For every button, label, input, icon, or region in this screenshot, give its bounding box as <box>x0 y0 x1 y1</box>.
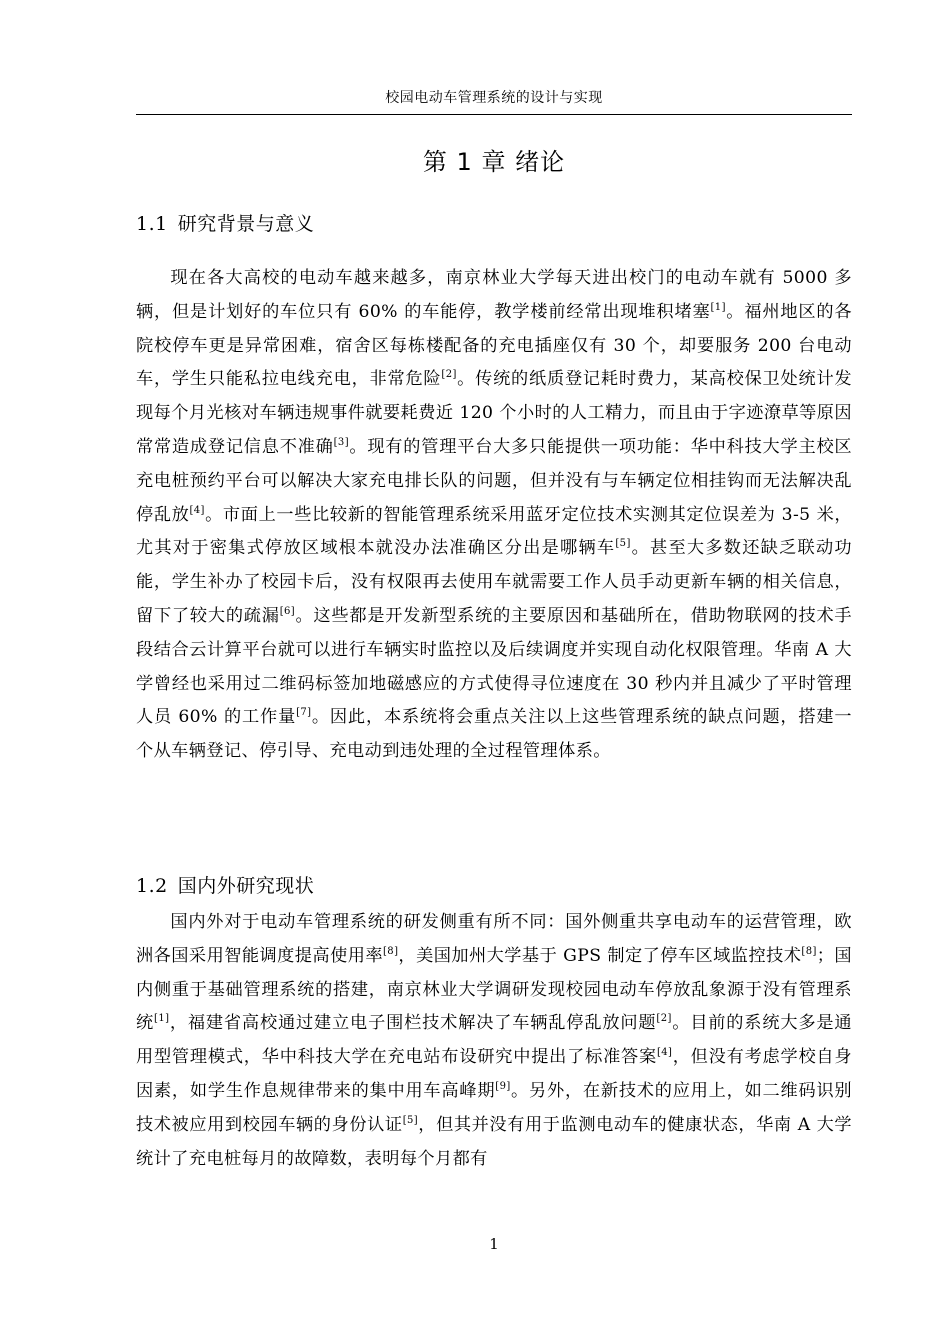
paragraph-text: ，美国加州大学基于 GPS 制定了停车区域监控技术 <box>398 945 802 966</box>
body-paragraph-background <box>136 262 852 769</box>
section-number: 1.1 <box>136 213 168 235</box>
citation-marker: [4] <box>656 1047 673 1059</box>
paragraph-text: 。传统的纸质登记耗时费力，某高校保卫处统计发现每个月光核对车辆违规事件就要耗费近 120 个小时的人工精力，而且由于字迹潦草等原因常常造成登记信息不准确 <box>136 369 852 457</box>
citation-marker: [2] <box>441 369 457 381</box>
paragraph-text: 。福州地区的各院校停车更是异常困难，宿舍区每栋楼配备的充电插座仅有 30 个，却要服务 200 台电动车，学生只能私拉电线充电，非常危险 <box>136 301 852 390</box>
citation-marker: [3] <box>333 436 349 448</box>
paragraph-text: 。目前的系统大多是通用型管理模式，华中科技大学在充电站布设研究中提出了标准答案 <box>136 1013 852 1068</box>
page-number: 1 <box>489 1235 499 1253</box>
citation-marker: [6] <box>279 605 296 617</box>
citation-marker: [9] <box>495 1080 511 1092</box>
chapter-title: 第 1 章 绪论 <box>422 148 566 176</box>
paragraph-text: 。另外，在新技术的应用上，如二维码识别技术被应用到校园车辆的身份认证 <box>136 1080 852 1135</box>
paragraph-text: 。这些都是开发新型系统的主要原因和基础所在，借助物联网的技术手段结合云计算平台就可以进行车辆实时监控以及后续调度并实现自动化权限管理。华南 A 大学曾经也采用过二维码标签加地磁感应的方式使得寻位速度在 30 秒内并且减少了平时管理人员 60% 的工作量 <box>136 605 852 728</box>
citation-marker: [4] <box>189 504 205 516</box>
paragraph-text: 现在各大高校的电动车越来越多，南京林业大学每天进出校门的电动车就有 5000 多辆，但是计划好的车位只有 60% 的车能停，教学楼前经常出现堆积堵塞 <box>136 268 852 322</box>
citation-marker: [2] <box>656 1013 672 1025</box>
section-number: 1.2 <box>136 875 168 897</box>
running-header: 校园电动车管理系统的设计与实现 <box>385 90 603 106</box>
section-heading-1-2 <box>136 871 852 901</box>
citation-marker: [8] <box>801 945 817 957</box>
citation-marker: [8] <box>383 945 399 957</box>
paragraph-text: 。现有的管理平台大多只能提供一项功能：华中科技大学主校区充电桩预约平台可以解决大家充电排长队的问题，但并没有与车辆定位相挂钩而无法解决乱停乱放 <box>136 436 853 525</box>
citation-marker: [1] <box>710 301 726 313</box>
citation-marker: [1] <box>154 1013 170 1025</box>
paragraph-text: ，但其并没有用于监测电动车的健康状态，华南 A 大学统计了充电桩每月的故障数，表明每个月都有 <box>136 1114 852 1169</box>
citation-marker: [7] <box>296 707 312 719</box>
paragraph-text: 。甚至大多数还缺乏联动功能，学生补办了校园卡后，没有权限再去使用车就需要工作人员手动更新车辆的相关信息，留下了较大的疏漏 <box>136 538 852 626</box>
citation-marker: [5] <box>615 538 631 550</box>
section-title: 国内外研究现状 <box>177 875 315 897</box>
section-heading-1-1 <box>136 209 852 239</box>
paragraph-text: 。因此，本系统将会重点关注以上这些管理系统的缺点问题，搭建一个从车辆登记、停引导、充电动到违处理的全过程管理体系。 <box>136 707 852 762</box>
paragraph-text: ，但没有考虑学校自身因素，如学生作息规律带来的集中用车高峰期 <box>136 1047 852 1101</box>
citation-marker: [5] <box>402 1114 419 1126</box>
paragraph-text: 国内外对于电动车管理系统的研发侧重有所不同：国外侧重共享电动车的运营管理，欧洲各国采用智能调度提高使用率 <box>136 912 852 966</box>
paragraph-text: 。市面上一些比较新的智能管理系统采用蓝牙定位技术实测其定位误差为 3-5 米，尤其对于密集式停放区域根本就没办法准确区分出是哪辆车 <box>136 504 852 559</box>
body-paragraph-research-status <box>136 906 852 1176</box>
section-title: 研究背景与意义 <box>177 213 315 235</box>
paragraph-text: ，福建省高校通过建立电子围栏技术解决了车辆乱停乱放问题 <box>169 1013 657 1034</box>
paragraph-text: ；国内侧重于基础管理系统的搭建，南京林业大学调研发现校园电动车停放乱象源于没有管理系统 <box>136 945 852 1034</box>
header-rule <box>136 114 852 115</box>
